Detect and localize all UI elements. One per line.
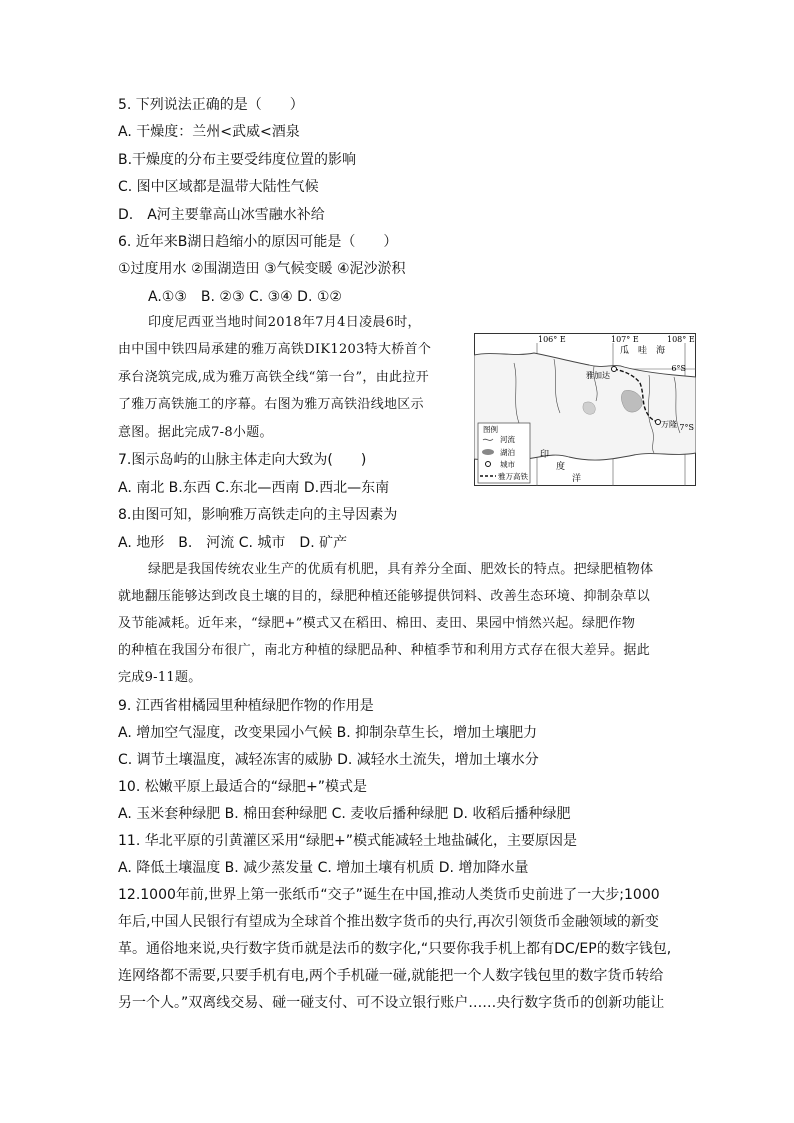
q5-option-a: A. 干燥度：兰州<武威<酒泉	[118, 124, 300, 140]
q5-option-b: B.干燥度的分布主要受纬度位置的影响	[118, 152, 357, 168]
legend-title: 图例	[483, 425, 498, 434]
passage1-line: 意图。据此完成7-8小题。	[118, 425, 273, 440]
q9-options-cd: C. 调节土壤温度，减轻冻害的威胁 D. 减轻水土流失，增加土壤水分	[118, 752, 539, 768]
q6-items: ①过度用水 ②围湖造田 ③气候变暖 ④泥沙淤积	[118, 261, 406, 277]
city-marker-bandung	[656, 420, 661, 425]
rail-route-map	[474, 333, 696, 486]
passage2-line: 就地翻压能够达到改良土壤的目的，绿肥种植还能够提供饲料、改善生态环境、抑制杂草以	[118, 589, 651, 604]
lat-label-6s: 6°S	[671, 364, 686, 373]
legend-lake-label: 湖泊	[500, 448, 515, 457]
q6-stem: 6. 近年来B湖日趋缩小的原因可能是（ ）	[118, 234, 398, 250]
q6-options: A.①③ B. ②③ C. ③④ D. ①②	[148, 289, 342, 305]
lon-label-107: 107° E	[611, 335, 639, 344]
q9-stem: 9. 江西省柑橘园里种植绿肥作物的作用是	[118, 698, 374, 714]
q10-stem: 10. 松嫩平原上最适合的“绿肥+”模式是	[118, 779, 367, 795]
q11-stem: 11. 华北平原的引黄灌区采用“绿肥+”模式能减轻土地盐碱化，主要原因是	[118, 833, 577, 849]
passage2-line: 及节能减耗。近年来，“绿肥+”模式又在稻田、棉田、麦田、果园中悄然兴起。绿肥作物	[118, 616, 636, 631]
q7-stem: 7.图示岛屿的山脉主体走向大致为( )	[118, 452, 367, 468]
passage1-line: 承台浇筑完成,成为雅万高铁全线“第一台”，由此拉开	[118, 370, 429, 385]
city-label-bandung: 万隆	[661, 420, 677, 429]
ocean-label: 度	[556, 462, 566, 472]
passage2-line: 完成9-11题。	[118, 670, 202, 685]
passage1-line: 印度尼西亚当地时间2018年7月4日凌晨6时，	[148, 315, 421, 330]
q10-options: A. 玉米套种绿肥 B. 棉田套种绿肥 C. 麦收后播种绿肥 D. 收稻后播种绿肥	[118, 806, 571, 822]
ocean-label: 印	[540, 450, 550, 460]
passage1-line: 了雅万高铁施工的序幕。右图为雅万高铁沿线地区示	[118, 397, 424, 412]
sea-label: 瓜 哇 海	[620, 346, 666, 356]
legend-lake-symbol	[482, 449, 494, 455]
legend-rail-label: 雅万高铁	[498, 472, 528, 481]
map-svg	[474, 333, 696, 486]
q12-line: 革。通俗地来说,央行数字货币就是法币的数字化,“只要你我手机上都有DC/EP的数字钱包,	[118, 941, 672, 957]
legend-city-symbol	[486, 462, 491, 467]
q5-option-c: C. 图中区域都是温带大陆性气候	[118, 179, 319, 195]
q12-line: 另一个人。”双离线交易、碰一碰支付、可不设立银行账户……央行数字货币的创新功能让	[118, 995, 665, 1011]
q12-line: 连网络都不需要,只要手机有电,两个手机碰一碰,就能把一个人数字钱包里的数字货币转给	[118, 968, 664, 984]
city-marker-jakarta	[612, 367, 617, 372]
q8-options: A. 地形 B. 河流 C. 城市 D. 矿产	[118, 535, 348, 551]
q7-options: A. 南北 B.东西 C.东北—西南 D.西北—东南	[118, 480, 390, 496]
q12-line: 12.1000年前,世界上第一张纸币“交子”诞生在中国,推动人类货币史前进了一大步;1000	[118, 887, 660, 903]
ocean-label: 洋	[572, 474, 582, 484]
q8-stem: 8.由图可知，影响雅万高铁走向的主导因素为	[118, 507, 398, 523]
passage1-line: 由中国中铁四局承建的雅万高铁DIK1203特大桥首个	[118, 342, 432, 357]
q5-option-d: D. A河主要靠高山冰雪融水补给	[118, 207, 325, 223]
city-label-jakarta: 雅加达	[586, 371, 610, 380]
q11-options: A. 降低土壤温度 B. 减少蒸发量 C. 增加土壤有机质 D. 增加降水量	[118, 860, 529, 876]
q12-line: 年后,中国人民银行有望成为全球首个推出数字货币的央行,再次引领货币金融领域的新变	[118, 914, 659, 930]
legend-river-label: 河流	[500, 435, 515, 444]
legend-city-label: 城市	[500, 460, 515, 469]
lon-label-106: 106° E	[538, 335, 566, 344]
passage2-line: 绿肥是我国传统农业生产的优质有机肥，具有养分全面、肥效长的特点。把绿肥植物体	[148, 562, 654, 577]
q9-options-ab: A. 增加空气湿度，改变果园小气候 B. 抑制杂草生长，增加土壤肥力	[118, 725, 538, 741]
lat-label-7s: 7°S	[679, 423, 694, 432]
lon-label-108: 108° E	[667, 335, 695, 344]
q5-stem: 5. 下列说法正确的是（ ）	[118, 97, 304, 113]
passage2-line: 的种植在我国分布很广，南北方种植的绿肥品种、种植季节和利用方式存在很大差异。据此	[118, 643, 651, 658]
